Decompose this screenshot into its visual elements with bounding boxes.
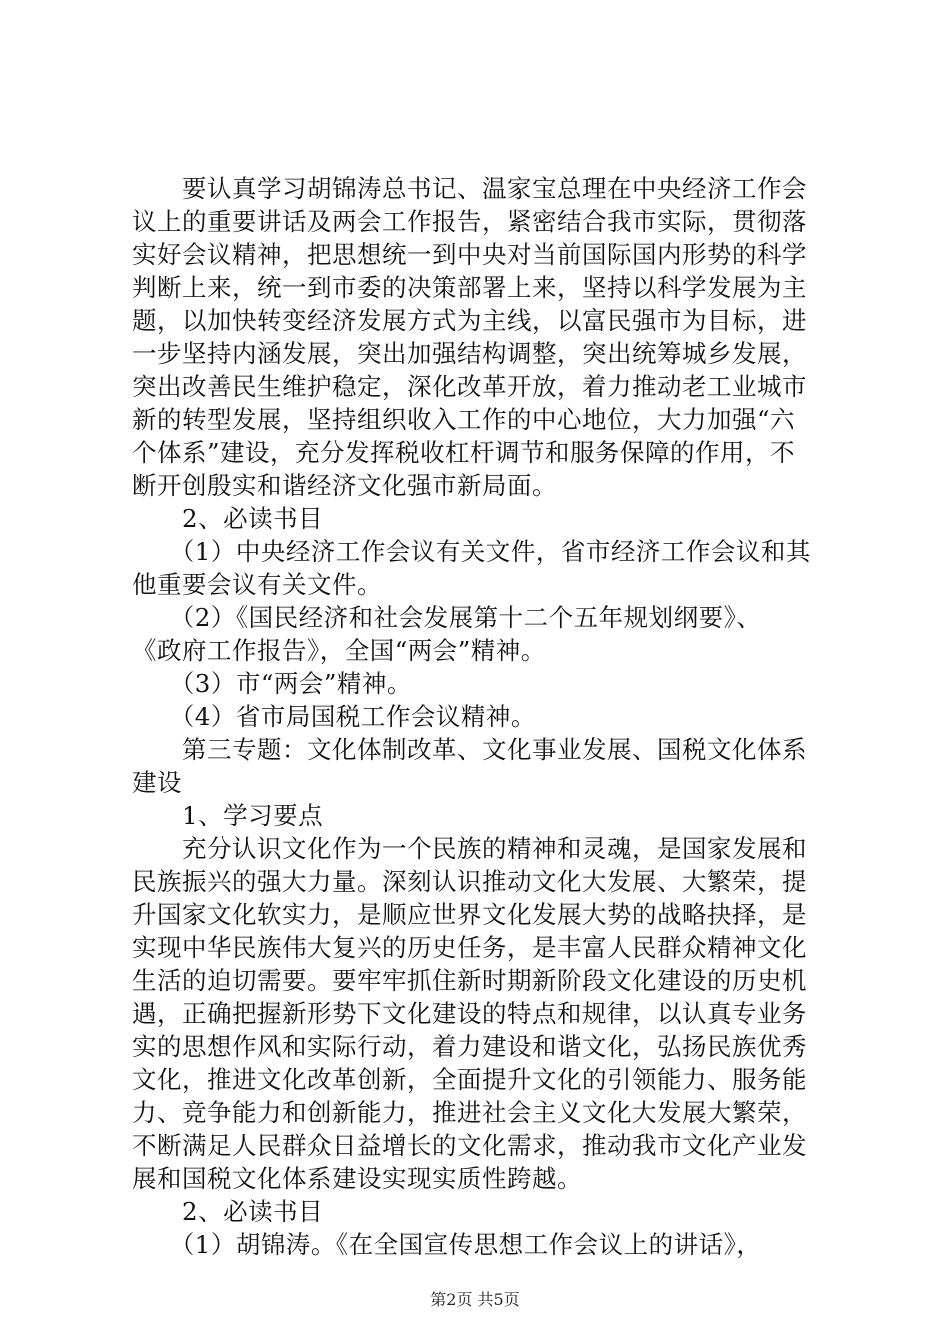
text-line: 议上的重要讲话及两会工作报告，紧密结合我市实际，贯彻落: [132, 207, 807, 236]
text-line: （1）胡锦涛。《在全国宣传思想工作会议上的讲话》，: [132, 1230, 762, 1259]
text-line: 突出改善民生维护稳定，深化改革开放，着力推动老工业城市: [132, 372, 807, 401]
text-line: 文化，推进文化改革创新，全面提升文化的引领能力、服务能: [132, 1065, 807, 1094]
text-line: （1）中央经济工作会议有关文件，省市经济工作会议和其: [132, 537, 811, 566]
text-line: （3）市“两会”精神。: [132, 669, 412, 698]
text-line: 遇，正确把握新形势下文化建设的特点和规律，以认真专业务: [132, 999, 807, 1028]
text-line: 生活的迫切需要。要牢牢抓住新时期新阶段文化建设的历史机: [132, 966, 807, 995]
text-line: 民族振兴的强大力量。深刻认识推动文化大发展、大繁荣，提: [132, 867, 807, 896]
text-line: 力、竞争能力和创新能力，推进社会主义文化大发展大繁荣，: [132, 1098, 807, 1127]
text-line: 个体系”建设，充分发挥税收杠杆调节和服务保障的作用，不: [132, 438, 796, 467]
text-line: 实好会议精神，把思想统一到中央对当前国际国内形势的科学: [132, 240, 807, 269]
text-line: 新的转型发展，坚持组织收入工作的中心地位，大力加强“六: [132, 405, 796, 434]
text-line: 要认真学习胡锦涛总书记、温家宝总理在中央经济工作会: [132, 174, 807, 203]
text-line: 判断上来，统一到市委的决策部署上来，坚持以科学发展为主: [132, 273, 807, 302]
text-line: 不断满足人民群众日益增长的文化需求，推动我市文化产业发: [132, 1131, 807, 1160]
text-line: 题，以加快转变经济发展方式为主线，以富民强市为目标，进: [132, 306, 807, 335]
text-line: 断开创殷实和谐经济文化强市新局面。: [132, 471, 557, 500]
section-heading: 1、学习要点: [132, 801, 324, 830]
text-line: 展和国税文化体系建设实现实质性跨越。: [132, 1164, 582, 1193]
topic-heading: 建设: [132, 768, 182, 797]
topic-heading: 第三专题：文化体制改革、文化事业发展、国税文化体系: [132, 735, 807, 764]
section-heading: 2、必读书目: [132, 1197, 324, 1226]
section-heading: 2、必读书目: [132, 504, 324, 533]
text-line: （4）省市局国税工作会议精神。: [132, 702, 536, 731]
page-number-footer: 第2页 共5页: [430, 1290, 520, 1309]
text-line: 升国家文化软实力，是顺应世界文化发展大势的战略抉择，是: [132, 900, 807, 929]
text-line: 实现中华民族伟大复兴的历史任务，是丰富人民群众精神文化: [132, 933, 807, 962]
text-line: 实的思想作风和实际行动，着力建设和谐文化，弘扬民族优秀: [132, 1032, 807, 1061]
text-line: 充分认识文化作为一个民族的精神和灵魂，是国家发展和: [132, 834, 807, 863]
text-line: 一步坚持内涵发展，突出加强结构调整，突出统筹城乡发展，: [132, 339, 807, 368]
text-line: （2）《国民经济和社会发展第十二个五年规划纲要》、: [132, 603, 762, 632]
text-line: 《政府工作报告》，全国“两会”精神。: [132, 636, 546, 665]
text-line: 他重要会议有关文件。: [132, 570, 382, 599]
